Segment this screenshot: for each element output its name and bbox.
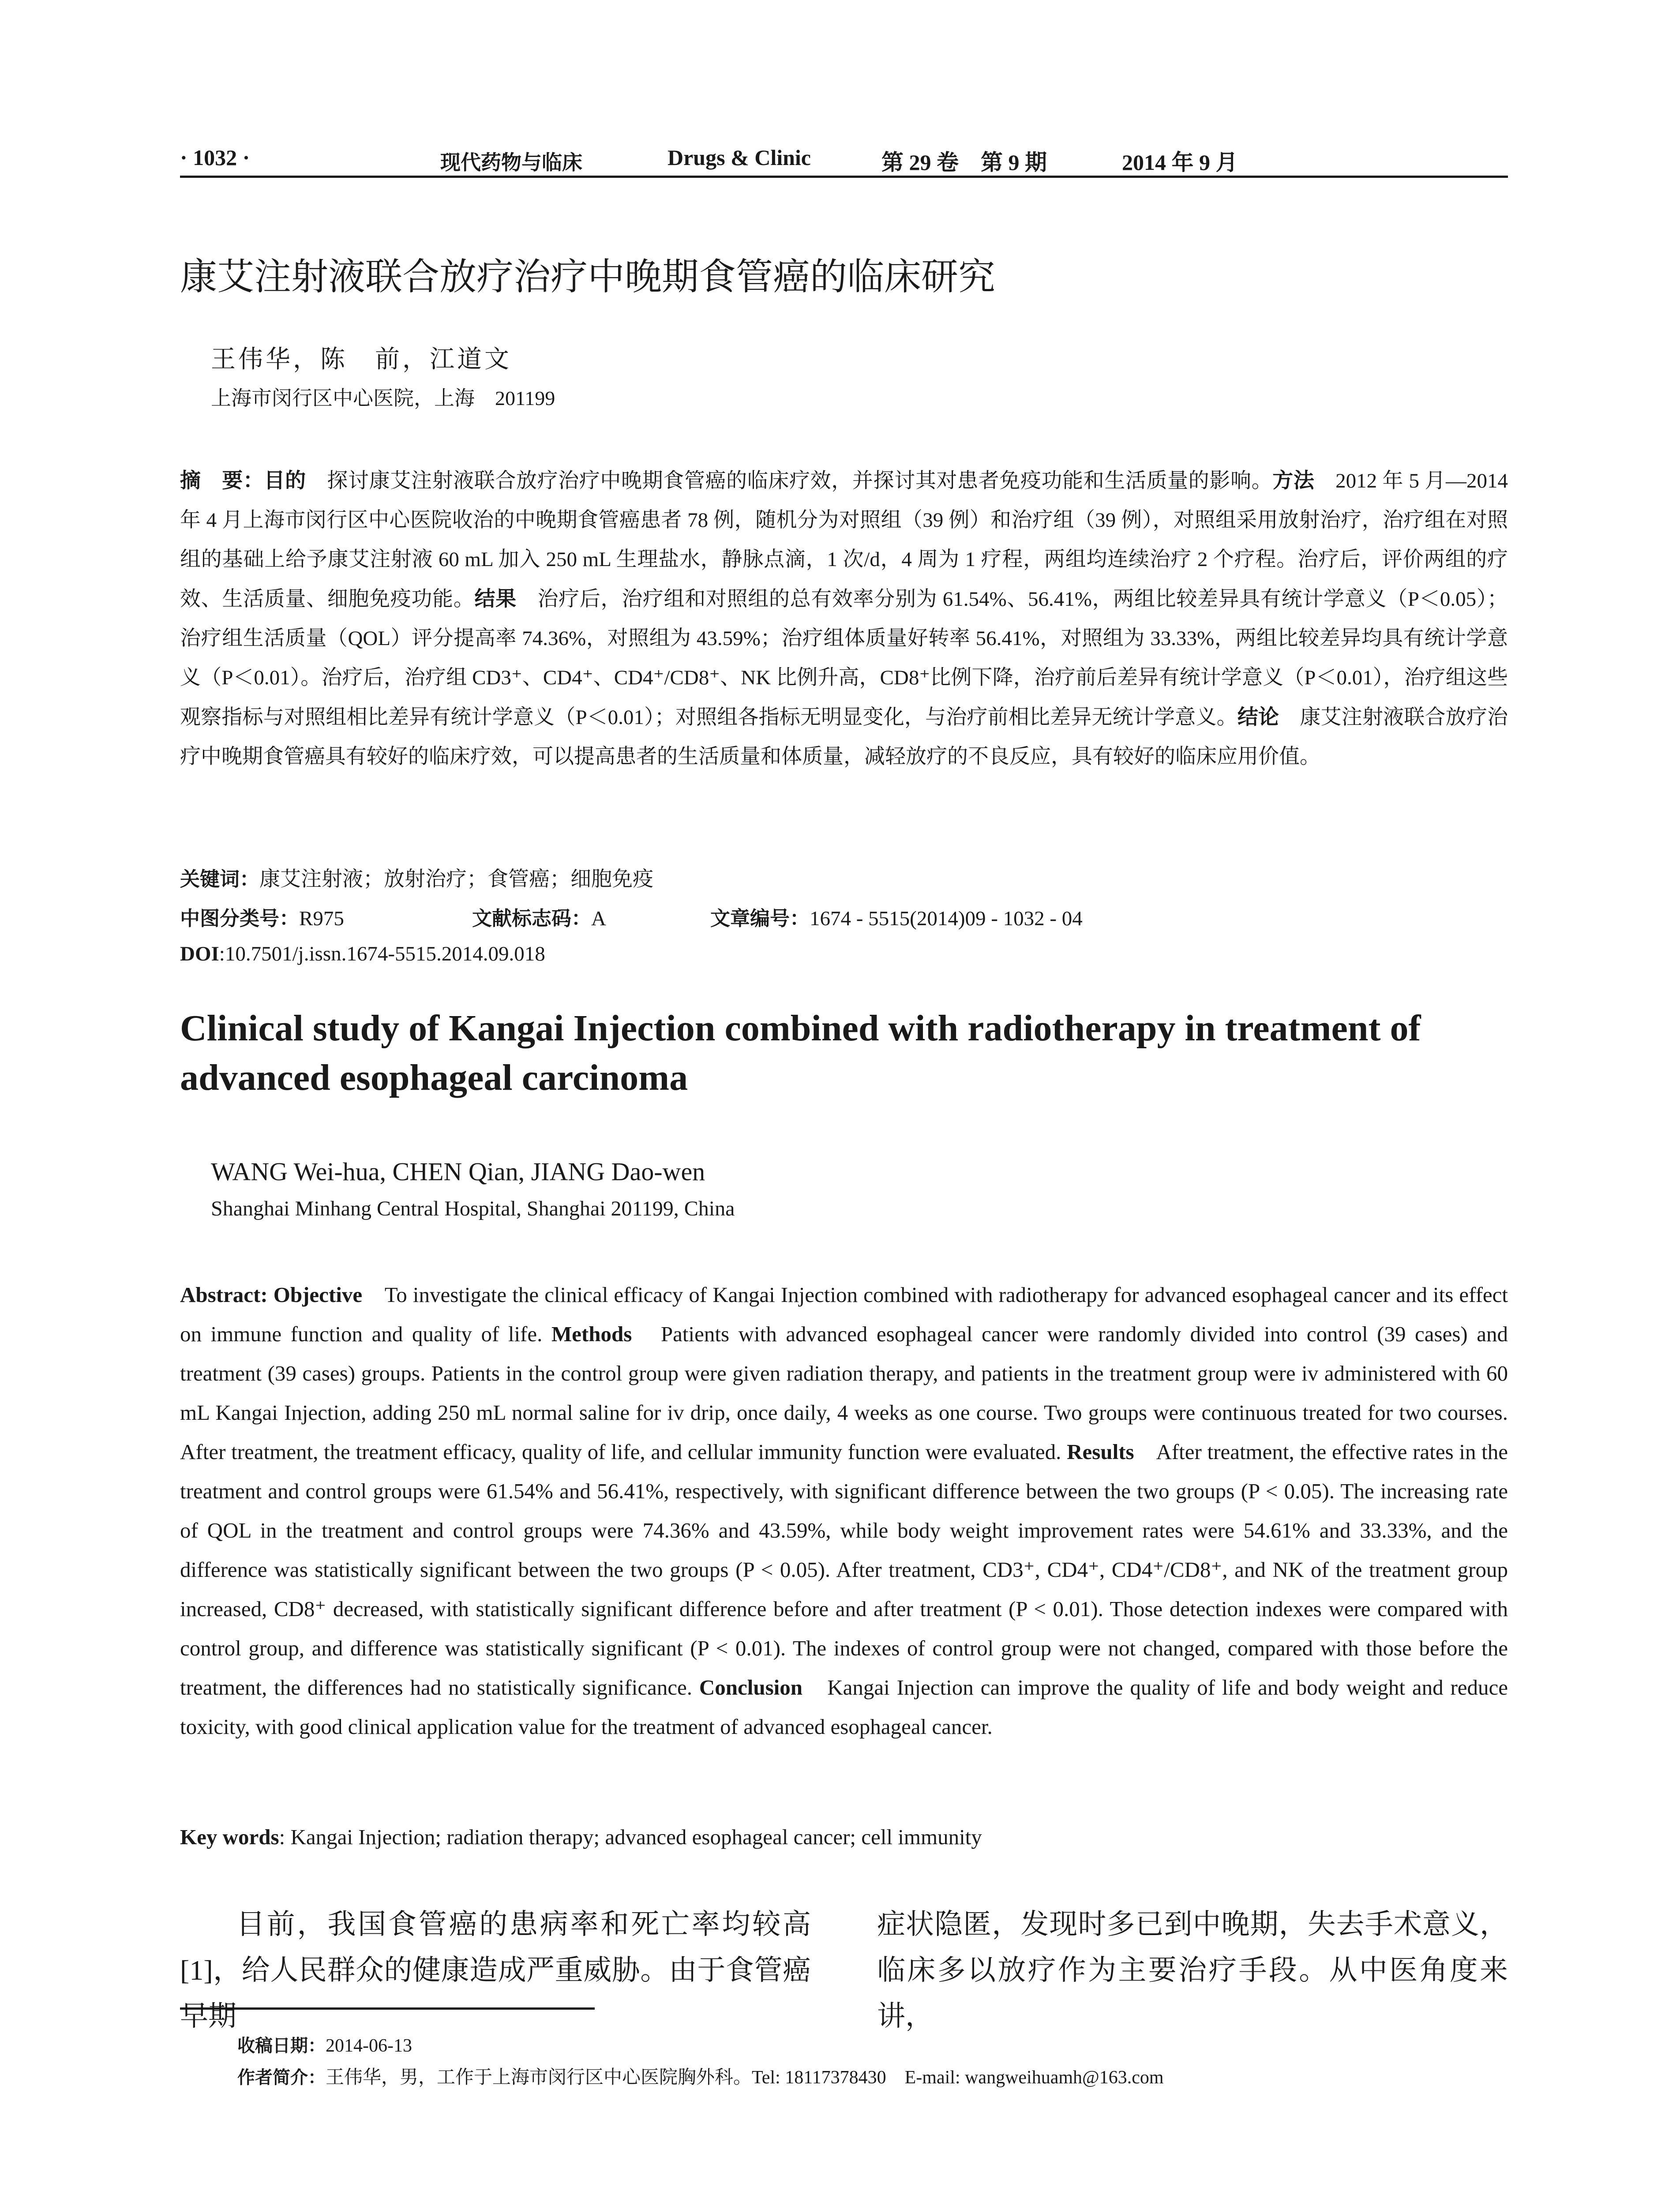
clc-label: 中图分类号： bbox=[180, 907, 300, 930]
authors-en: WANG Wei-hua, CHEN Qian, JIANG Dao-wen bbox=[211, 1157, 705, 1186]
keywords-text-cn: 康艾注射液；放射治疗；食管癌；细胞免疫 bbox=[259, 868, 654, 891]
article-title-en: Clinical study of Kangai Injection combined with radiotherapy in treatment of advanced esophageal carcinoma bbox=[180, 1008, 1421, 1098]
methods-text-en: Patients with advanced esophageal cancer were randomly divided into control (39 cases) and treatment (39 cases) groups. Patients in the control group were given radiation therapy, and patients in the treatment group were iv administered with 60 mL Kangai Injection, adding 250 mL normal saline for iv drip, once daily, 4 weeks as one course. Two groups were continuous treated for two courses. After treatment, the treatment efficacy, quality of life, and cellular immunity function were evaluated. bbox=[180, 1322, 1508, 1464]
affiliation-en: Shanghai Minhang Central Hospital, Shanghai 201199, China bbox=[211, 1197, 735, 1220]
abstract-cn bbox=[180, 461, 1508, 777]
article-title-cn: 康艾注射液联合放疗治疗中晚期食管癌的临床研究 bbox=[180, 255, 996, 298]
doi-value: :10.7501/j.issn.1674-5515.2014.09.018 bbox=[219, 942, 545, 965]
abstract-en bbox=[180, 1275, 1508, 1746]
classification-line bbox=[180, 902, 344, 931]
doc-code-value: A bbox=[591, 907, 606, 930]
received-label: 收稿日期： bbox=[237, 2036, 326, 2056]
authors-cn: 王伟华，陈 前，江道文 bbox=[211, 346, 512, 373]
methods-label-cn: 方法 bbox=[1272, 469, 1315, 493]
footnote-received bbox=[237, 2032, 412, 2057]
body-column-right: 症状隐匿，发现时多已到中晚期，失去手术意义，临床多以放疗作为主要治疗手段。从中医角度来讲， bbox=[877, 1909, 1508, 2032]
conclusion-text-cn: 康艾注射液联合放疗治疗中晚期食管癌具有较好的临床疗效，可以提高患者的生活质量和体质量，减轻放疗的不良反应，具有较好的临床应用价值。 bbox=[180, 706, 1508, 768]
journal-name-en: Drugs & Clinic bbox=[668, 145, 811, 170]
affiliation-cn: 上海市闵行区中心医院，上海 201199 bbox=[211, 387, 555, 409]
running-header bbox=[180, 140, 1508, 178]
journal-name-cn: 现代药物与临床 bbox=[440, 150, 582, 174]
doi-line bbox=[180, 942, 545, 966]
results-text-en: After treatment, the effective rates in the treatment and control groups were 61.54% and 56.41%, respectively, with significant difference between the two groups (P < 0.05). The increasing rate of QOL in the treatment and control groups were 74.36% and 43.59%, while body weight improvement rates were 54.61% and 33.33%, and the difference was statistically significant between the two groups (P < 0.05). After treatment, CD3⁺, CD4⁺, CD4⁺/CD8⁺, and NK of the treatment group increased, CD8⁺ decreased, with statistically significant difference before and after treatment (P < 0.01). Those detection indexes were compared with control group, and difference was statistically significant (P < 0.01). The indexes of control group were not changed, compared with those before the treatment, the differences had no statistically significance. bbox=[180, 1440, 1508, 1700]
doc-code-label: 文献标志码： bbox=[472, 907, 592, 930]
abstract-label-en: Abstract: Objective bbox=[180, 1283, 363, 1307]
bio-text: 王伟华，男，工作于上海市闵行区中心医院胸外科。Tel: 18117378430 E-mail: wangweihuamh@163.com bbox=[326, 2067, 1164, 2088]
article-no-value: 1674 - 5515(2014)09 - 1032 - 04 bbox=[810, 907, 1083, 930]
methods-text-cn: 2012 年 5 月—2014 年 4 月上海市闵行区中心医院收治的中晚期食管癌患者 78 例，随机分为对照组（39 例）和治疗组（39 例），对照组采用放射治疗，治疗组在对照组的基础上给予康艾注射液 60 mL 加入 250 mL 生理盐水，静脉点滴，1 次/d，4 周为 1 疗程，两组均连续治疗 2 个疗程。治疗后，评价两组的疗效、生活质量、细胞免疫功能。 bbox=[180, 469, 1508, 611]
body-column-left: 目前，我国食管癌的患病率和死亡率均较高[1]，给人民群众的健康造成严重威胁。由于食管癌早期 bbox=[180, 1909, 811, 2032]
page-number: · 1032 · bbox=[180, 145, 250, 170]
keywords-label-en: Key words bbox=[180, 1825, 279, 1849]
document-code bbox=[472, 902, 606, 931]
abstract-label-cn: 摘 要： bbox=[180, 469, 264, 493]
results-text-cn: 治疗后，治疗组和对照组的总有效率分别为 61.54%、56.41%，两组比较差异具有统计学意义（P＜0.05）；治疗组生活质量（QOL）评分提高率 74.36%，对照组为 43.59%；治疗组体质量好转率 56.41%，对照组为 33.33%，两组比较差异均具有统计学意义（P＜0.01）。治疗后，治疗组 CD3⁺、CD4⁺、CD4⁺/CD8⁺、NK 比例升高，CD8⁺比例下降，治疗前后差异有统计学意义（P＜0.01），治疗组这些观察指标与对照组相比差异有统计学意义（P＜0.01）；对照组各指标无明显变化，与治疗前相比差异无统计学意义。 bbox=[180, 588, 1508, 729]
methods-label-en: Methods bbox=[551, 1322, 632, 1346]
article-no-label: 文章编号： bbox=[710, 907, 810, 930]
keywords-en bbox=[180, 1824, 982, 1850]
received-date: 2014-06-13 bbox=[326, 2036, 412, 2056]
keywords-text-en: : Kangai Injection; radiation therapy; advanced esophageal cancer; cell immunity bbox=[279, 1825, 982, 1849]
footnote-divider bbox=[180, 2007, 595, 2010]
volume-issue: 第 29 卷 第 9 期 bbox=[881, 150, 1047, 175]
article-number bbox=[710, 902, 1083, 931]
objective-text-en: To investigate the clinical efficacy of Kangai Injection combined with radiotherapy for advanced esophageal cancer and its effect on immune function and quality of life. bbox=[180, 1283, 1508, 1346]
footnote-author-bio bbox=[237, 2063, 1164, 2089]
clc-value: R975 bbox=[299, 907, 344, 930]
results-label-en: Results bbox=[1067, 1440, 1134, 1464]
keywords-cn bbox=[180, 863, 653, 892]
doi-label: DOI bbox=[180, 942, 219, 965]
results-label-cn: 结果 bbox=[474, 587, 517, 611]
objective-text-cn: 探讨康艾注射液联合放疗治疗中晚期食管癌的临床疗效，并探讨其对患者免疫功能和生活质量的影响。 bbox=[306, 469, 1273, 492]
issue-date: 2014 年 9 月 bbox=[1122, 150, 1238, 175]
objective-label-cn: 目的 bbox=[264, 469, 306, 493]
bio-label: 作者简介： bbox=[237, 2067, 326, 2088]
conclusion-label-en: Conclusion bbox=[699, 1675, 803, 1700]
keywords-label-cn: 关键词： bbox=[180, 867, 260, 891]
conclusion-text-en: Kangai Injection can improve the quality of life and body weight and reduce toxicity, with good clinical application value for the treatment of advanced esophageal cancer. bbox=[180, 1675, 1508, 1739]
conclusion-label-cn: 结论 bbox=[1237, 705, 1279, 729]
